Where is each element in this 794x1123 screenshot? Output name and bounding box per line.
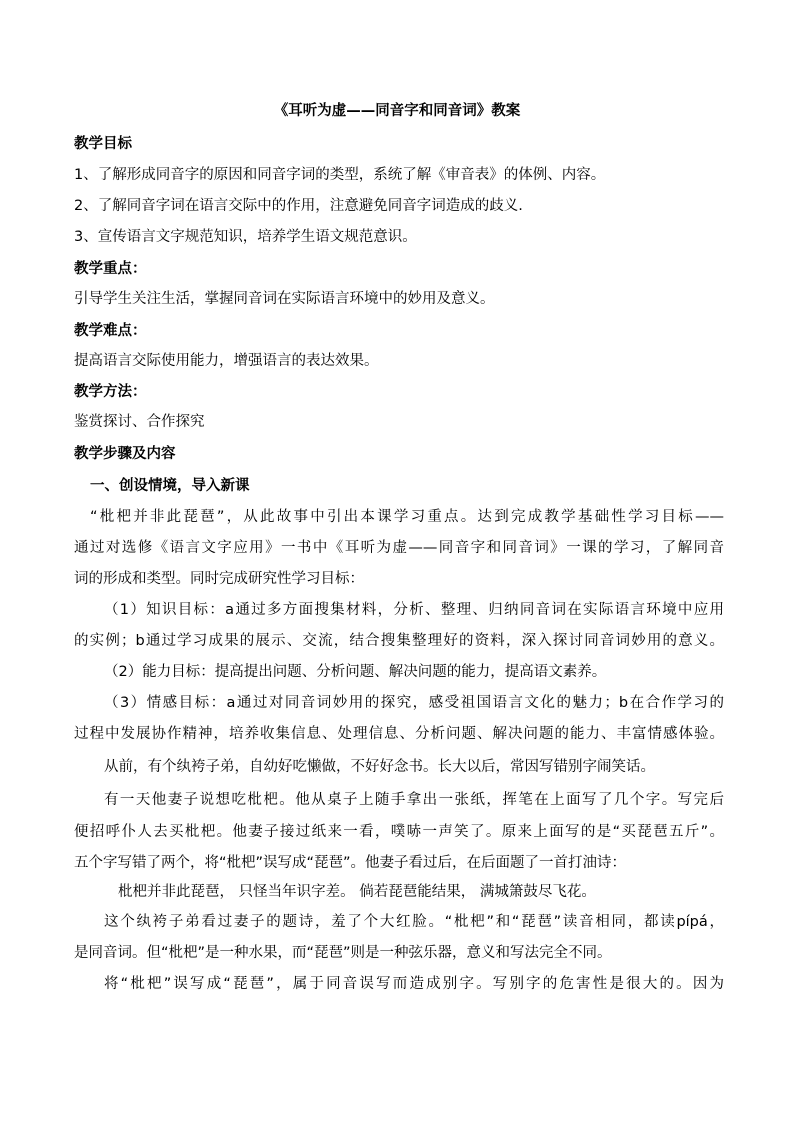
- objective-item-3: 3、宣传语言文字规范知识，培养学生语文规范意识。: [74, 229, 417, 245]
- story-paragraph-3-line-1: 这个纨袴子弟看过妻子的题诗，羞了个大红脸。“枇杷”和“琵琶”读音相同，都读pípá，: [104, 914, 724, 930]
- steps-heading: 教学步骤及内容: [74, 446, 176, 462]
- para1-line-1: “枇杷并非此琵琶”，从此故事中引出本课学习重点。达到完成教学基础性学习目标——: [90, 509, 724, 525]
- story-paragraph-1: 从前，有个纨袴子弟，自幼好吃懒做，不好好念书。长大以后，常因写错别字闹笑话。: [104, 759, 655, 775]
- key-points-heading: 教学重点：: [74, 261, 147, 277]
- story-paragraph-4-line-1: 将“枇杷”误写成“琵琶”，属于同音误写而造成别字。写别字的危害性是很大的。因为: [104, 976, 724, 992]
- method-heading: 教学方法：: [74, 384, 147, 400]
- key-points-text: 引导学生关注生活，掌握同音词在实际语言环境中的妙用及意义。: [74, 291, 495, 307]
- goal-knowledge-line-2: 的实例；b通过学习成果的展示、交流，结合搜集整理好的资料，深入探讨同音词妙用的意义。: [74, 633, 724, 649]
- goal-knowledge-line-1: （1）知识目标：a通过多方面搜集材料，分析、整理、归纳同音词在实际语言环境中应用: [104, 602, 724, 618]
- goal-ability: （2）能力目标：提高提出问题、分析问题、解决问题的能力，提高语文素养。: [104, 664, 607, 680]
- objectives-heading: 教学目标: [74, 136, 132, 152]
- method-text: 鉴赏探讨、合作探究: [74, 414, 205, 430]
- para1-line-3: 词的形成和类型。同时完成研究性学习目标：: [74, 571, 364, 587]
- para1-line-2: 通过对选修《语言文字应用》一书中《耳听为虚——同音字和同音词》一课的学习，了解同音: [74, 540, 724, 556]
- poem-line: 枇杷并非此琵琶， 只怪当年识字差。 倘若琵琶能结果， 满城箫鼓尽飞花。: [118, 884, 596, 900]
- story-paragraph-2-line-3: 五个字写错了两个，将“枇杷”误写成“琵琶”。他妻子看过后，在后面题了一首打油诗：: [74, 855, 627, 871]
- section1-heading: 一、创设情境，导入新课: [90, 478, 250, 494]
- objective-item-2: 2、了解同音字词在语言交际中的作用，注意避免同音字词造成的歧义.: [74, 198, 523, 214]
- story-paragraph-2-line-2: 便招呼仆人去买枇杷。他妻子接过纸来一看，噗哧一声笑了。原来上面写的是“买琵琶五斤”。: [74, 824, 724, 840]
- story-paragraph-3-line-2: 是同音词。但“枇杷”是一种水果，而“琵琶”则是一种弦乐器，意义和写法完全不同。: [74, 945, 612, 961]
- goal-emotion-line-2: 过程中发展协作精神，培养收集信息、处理信息、分析问题、解决问题的能力、丰富情感体验。: [74, 726, 724, 742]
- story-paragraph-2-line-1: 有一天他妻子说想吃枇杷。他从桌子上随手拿出一张纸，挥笔在上面写了几个字。写完后: [104, 792, 724, 808]
- objective-item-1: 1、了解形成同音字的原因和同音字词的类型，系统了解《审音表》的体例、内容。: [74, 167, 606, 183]
- document-title: 《耳听为虚——同音字和同音词》教案: [273, 103, 521, 119]
- difficulty-heading: 教学难点：: [74, 323, 147, 339]
- goal-emotion-line-1: （3）情感目标：a通过对同音词妙用的探究，感受祖国语言文化的魅力；b在合作学习的: [104, 695, 724, 711]
- difficulty-text: 提高语言交际使用能力，增强语言的表达效果。: [74, 353, 379, 369]
